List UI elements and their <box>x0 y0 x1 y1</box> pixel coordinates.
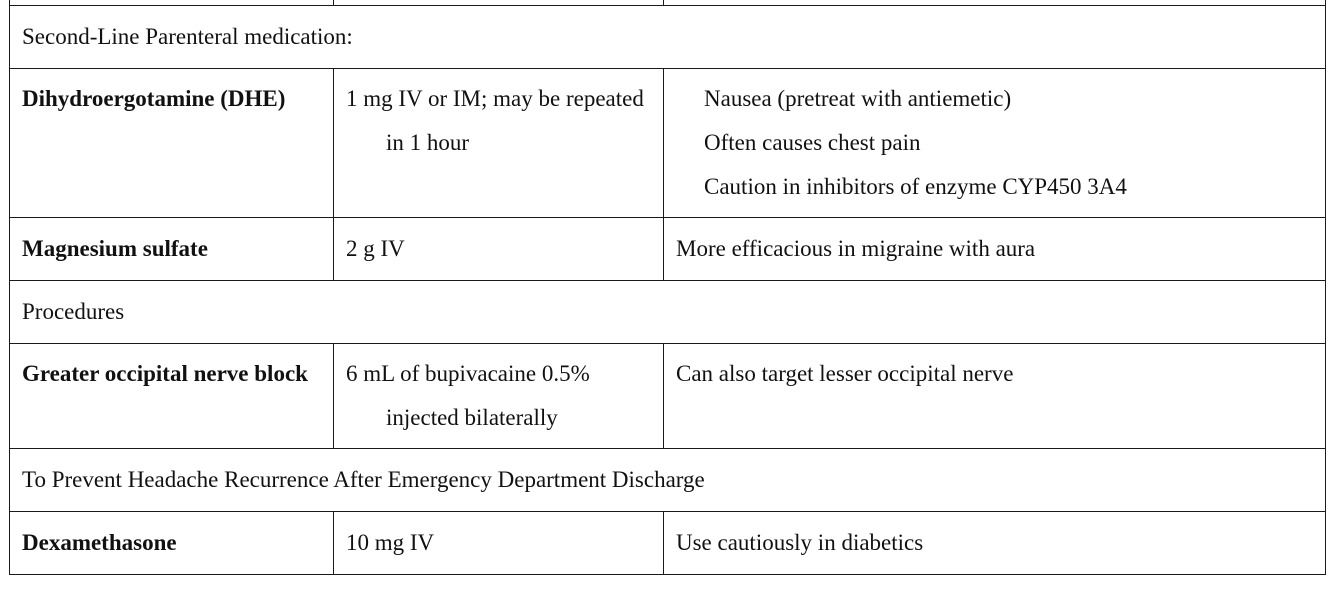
section-header-row <box>10 281 1326 344</box>
dose-text: 6 mL of bupivacaine 0.5% injected bilaterally <box>346 361 590 430</box>
comments-cell <box>664 344 1326 449</box>
table-row <box>10 344 1326 449</box>
comment-line: Use cautiously in diabetics <box>676 530 924 555</box>
section-header-row <box>10 6 1326 69</box>
drug-cell <box>10 512 334 575</box>
dose-cell <box>334 512 664 575</box>
table-row <box>10 218 1326 281</box>
table-row <box>10 69 1326 218</box>
drug-cell <box>10 344 334 449</box>
comment-line: Nausea (pretreat with antiemetic) <box>704 86 1012 111</box>
comment-line: Caution in inhibitors of enzyme CYP450 3A4 <box>704 174 1127 199</box>
drug-cell <box>10 218 334 281</box>
drug-cell <box>10 69 334 218</box>
comments-cell <box>664 218 1326 281</box>
drug-name: Magnesium sulfate <box>22 236 208 261</box>
medication-table <box>9 0 1326 575</box>
drug-name: Dihydroergotamine (DHE) <box>22 86 286 111</box>
comment-line: More efficacious in migraine with aura <box>676 236 1036 261</box>
table-row <box>10 512 1326 575</box>
section-heading: Procedures <box>10 281 1326 344</box>
comments-cell <box>664 69 1326 218</box>
section-heading: Second-Line Parenteral medication: <box>10 6 1326 69</box>
comment-line: Can also target lesser occipital nerve <box>676 361 1014 386</box>
dose-text: 2 g IV <box>346 236 405 261</box>
dose-cell <box>334 218 664 281</box>
dose-cell <box>334 69 664 218</box>
section-heading: To Prevent Headache Recurrence After Emergency Department Discharge <box>10 449 1326 512</box>
dose-text: 10 mg IV <box>346 530 435 555</box>
section-header-row <box>10 449 1326 512</box>
comment-line: Often causes chest pain <box>704 130 921 155</box>
comments-cell <box>664 512 1326 575</box>
dose-text: 1 mg IV or IM; may be repeated in 1 hour <box>346 86 644 155</box>
medication-table-container <box>9 0 1325 575</box>
dose-cell <box>334 344 664 449</box>
drug-name: Dexamethasone <box>22 530 177 555</box>
drug-name: Greater occipital nerve block <box>22 361 308 386</box>
